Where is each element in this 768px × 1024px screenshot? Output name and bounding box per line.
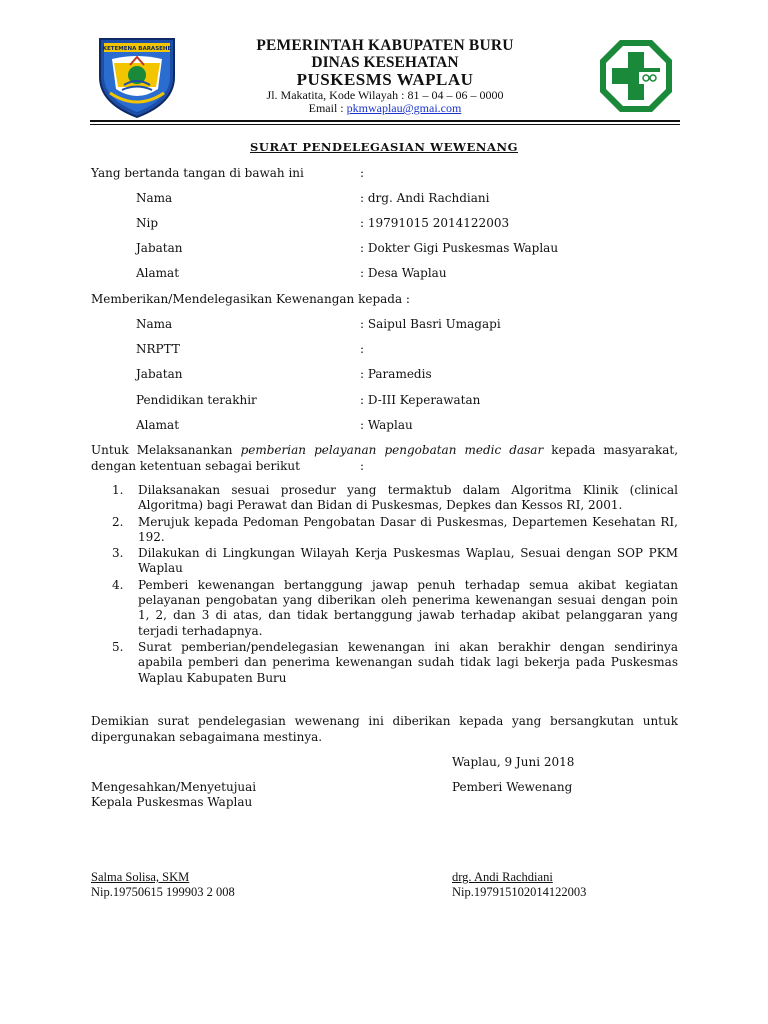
- delegate-value: : Waplau: [360, 418, 413, 432]
- header-address: Jl. Makatita, Kode Wilayah : 81 – 04 – 06 – 0000: [266, 88, 504, 102]
- emblem-text: KETEMENA BARASEHE: [102, 46, 172, 52]
- delegate-intro: Memberikan/Mendelegasikan Kewenangan kepada :: [91, 292, 410, 306]
- list-item-text: Pemberi kewenangan bertanggung jawap penuh terhadap semua akibat kegiatan pelayanan pengobatan yang diberikan oleh penerima kewenangan sesuai dengan poin 1, 2, dan 3 di atas, dan tidak bertanggung jawab terhadap akibat pelanggaran yang terjadi terhadapnya.: [138, 577, 678, 638]
- email-label: Email :: [308, 101, 347, 115]
- list-item: [91, 578, 678, 639]
- header-rule-thin: [90, 124, 680, 125]
- purpose-after: kepada masyarakat, dengan ketentuan sebagai berikut: [91, 443, 679, 473]
- list-item: [91, 546, 678, 577]
- left-sign-role-2: Kepala Puskesmas Waplau: [91, 795, 253, 809]
- header-department: DINAS KESEHATAN: [311, 54, 459, 71]
- signer-value: : Desa Waplau: [360, 266, 447, 280]
- delegate-value: : Saipul Basri Umagapi: [360, 317, 501, 331]
- left-sign-role: Mengesahkan/Menyetujuai: [91, 780, 257, 794]
- list-item: [91, 640, 678, 686]
- list-item: [91, 515, 678, 546]
- intro-text: Yang bertanda tangan di bawah ini: [91, 166, 304, 180]
- purpose-italic: pemberian pelayanan pengobatan medic dasar: [240, 443, 544, 457]
- place-date: Waplau, 9 Juni 2018: [452, 755, 575, 769]
- delegate-value: : D-III Keperawatan: [360, 393, 481, 407]
- delegate-value: :: [360, 342, 365, 356]
- list-item-number: 2.: [112, 514, 124, 529]
- list-item-text: Surat pemberian/pendelegasian kewenangan ini akan berakhir dengan sendirinya apabila pemberi dan penerima kewenangan sudah tidak lagi bekerja pada Puskesmas Waplau Kabupaten Buru: [138, 639, 678, 685]
- signer-label: Alamat: [136, 266, 180, 280]
- list-item-text: Merujuk kepada Pedoman Pengobatan Dasar di Puskesmas, Departemen Kesehatan RI, 192.: [138, 514, 678, 544]
- right-sign-name: drg. Andi Rachdiani: [452, 870, 553, 884]
- purpose-colon: :: [359, 458, 364, 473]
- list-item-number: 4.: [112, 577, 124, 592]
- right-sign-role: Pemberi Wewenang: [452, 780, 573, 794]
- delegate-label: Nama: [136, 317, 173, 331]
- delegate-label: Pendidikan terakhir: [136, 393, 257, 407]
- signer-label: Nip: [136, 216, 159, 230]
- delegate-label: NRPTT: [136, 342, 180, 356]
- closing-paragraph: Demikian surat pendelegasian wewenang ini diberikan kepada yang bersangkutan untuk dipergunakan sebagaimana mestinya.: [91, 714, 678, 744]
- list-item: [91, 483, 678, 514]
- header-government: PEMERINTAH KABUPATEN BURU: [256, 37, 514, 54]
- list-item-text: Dilakukan di Lingkungan Wilayah Kerja Puskesmas Waplau, Sesuai dengan SOP PKM Waplau: [138, 546, 678, 576]
- list-item-number: 1.: [112, 483, 124, 497]
- delegate-value: : Paramedis: [360, 367, 432, 381]
- email-link[interactable]: pkmwaplau@gmai.com: [346, 101, 462, 115]
- delegate-label: Jabatan: [136, 367, 183, 381]
- list-item-number: 5.: [112, 639, 124, 654]
- puskesmas-logo-icon: [598, 38, 674, 114]
- signer-value: : drg. Andi Rachdiani: [360, 191, 490, 205]
- signer-label: Nama: [136, 191, 173, 205]
- signer-label: Jabatan: [136, 241, 183, 255]
- purpose-before: Untuk Melaksanankan: [91, 443, 233, 457]
- regency-emblem-icon: [96, 33, 178, 119]
- intro-colon: :: [360, 166, 365, 180]
- right-sign-nip: Nip.197915102014122003: [452, 885, 587, 899]
- document-title: SURAT PENDELEGASIAN WEWENANG: [249, 140, 519, 154]
- list-item-text: Dilaksanakan sesuai prosedur yang termaktub dalam Algoritma Klinik (clinical Algoritma) bagi Perawat dan Bidan di Puskesmas, Depkes dan Kessos RI, 2001.: [138, 483, 678, 513]
- header-email: [190, 101, 580, 116]
- header-rule-thick: [90, 120, 680, 122]
- conditions-list: [91, 483, 678, 687]
- signer-value: : Dokter Gigi Puskesmas Waplau: [360, 241, 559, 255]
- header-puskesmas: PUSKESMS WAPLAU: [296, 70, 474, 89]
- purpose-paragraph: [91, 443, 678, 474]
- left-sign-name: Salma Solisa, SKM: [91, 870, 190, 884]
- left-sign-nip: Nip.19750615 199903 2 008: [91, 885, 235, 899]
- signer-value: : 19791015 2014122003: [360, 216, 510, 230]
- delegate-label: Alamat: [136, 418, 180, 432]
- list-item-number: 3.: [112, 546, 124, 561]
